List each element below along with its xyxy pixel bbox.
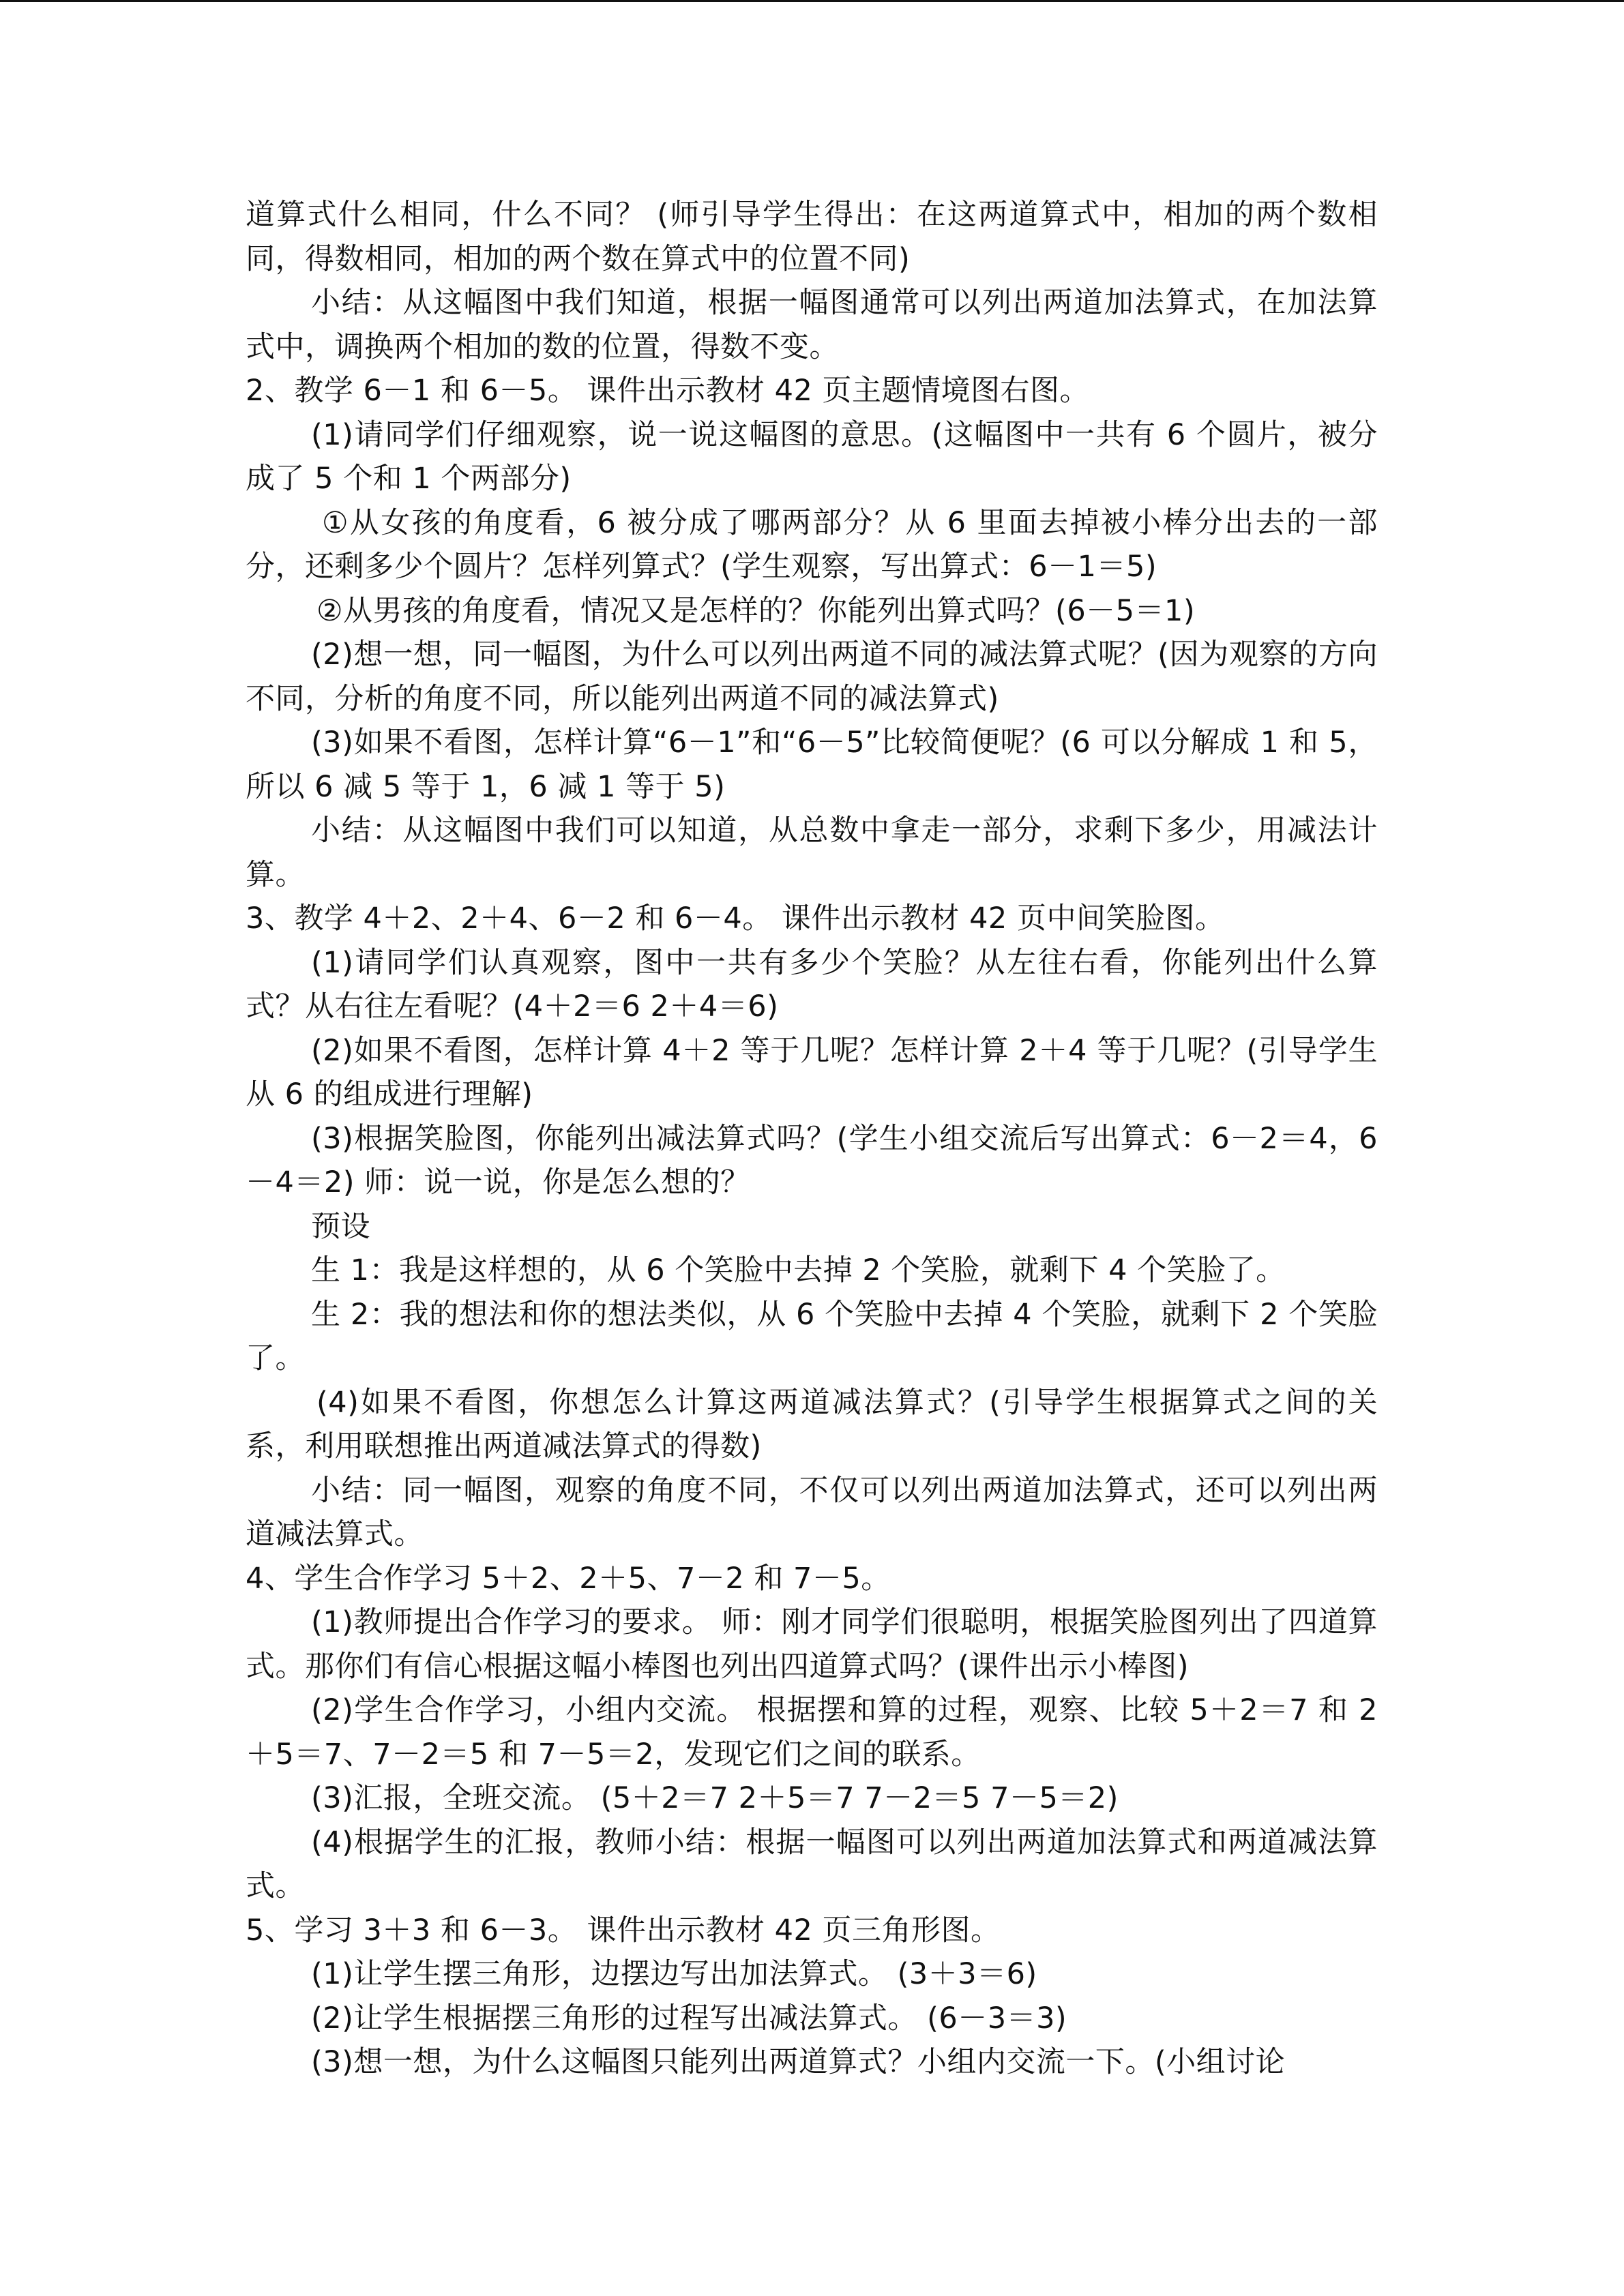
paragraph: ①从女孩的角度看，6 被分成了哪两部分？从 6 里面去掉被小棒分出去的一部分，还剩多少个圆片？怎样列算式？(学生观察，写出算式：6－1＝5)	[246, 505, 1378, 584]
paragraph: (1)让学生摆三角形，边摆边写出加法算式。 (3＋3＝6)	[311, 1957, 1037, 1991]
section-heading: 5、学习 3＋3 和 6－3。 课件出示教材 42 页三角形图。	[246, 1913, 1001, 1948]
section-heading: 4、学生合作学习 5＋2、2＋5、7－2 和 7－5。	[246, 1561, 891, 1596]
paragraph: (1)教师提出合作学习的要求。 师：刚才同学们很聪明，根据笑脸图列出了四道算式。那你们有信心根据这幅小棒图也列出四道算式吗？(课件出示小棒图)	[246, 1605, 1378, 1684]
paragraph: (4)根据学生的汇报，教师小结：根据一幅图可以列出两道加法算式和两道减法算式。	[246, 1825, 1378, 1903]
paragraph: (3)想一想，为什么这幅图只能列出两道算式？小组内交流一下。(小组讨论	[311, 2045, 1286, 2079]
paragraph: 小结：同一幅图，观察的角度不同，不仅可以列出两道加法算式，还可以列出两道减法算式。	[246, 1473, 1378, 1551]
page-body	[246, 193, 1378, 2085]
paragraph: (2)如果不看图，怎样计算 4＋2 等于几呢？怎样计算 2＋4 等于几呢？(引导学生从 6 的组成进行理解)	[246, 1033, 1378, 1112]
section-heading: 3、教学 4＋2、2＋4、6－2 和 6－4。 课件出示教材 42 页中间笑脸图。	[246, 901, 1225, 936]
paragraph: ②从男孩的角度看，情况又是怎样的？你能列出算式吗？(6－5＝1)	[316, 593, 1196, 628]
paragraph: (1)请同学们仔细观察，说一说这幅图的意思。(这幅图中一共有 6 个圆片，被分成了 5 个和 1 个两部分)	[246, 417, 1378, 496]
paragraph: 小结：从这幅图中我们知道，根据一幅图通常可以列出两道加法算式，在加法算式中，调换两个相加的数的位置，得数不变。	[246, 286, 1378, 364]
paragraph: 生 2：我的想法和你的想法类似，从 6 个笑脸中去掉 4 个笑脸，就剩下 2 个笑脸了。	[246, 1297, 1378, 1375]
paragraph: (2)让学生根据摆三角形的过程写出减法算式。 (6－3＝3)	[311, 2001, 1067, 2036]
section-heading: 2、教学 6－1 和 6－5。 课件出示教材 42 页主题情境图右图。	[246, 374, 1090, 408]
paragraph: (3)如果不看图，怎样计算“6－1”和“6－5”比较简便呢？(6 可以分解成 1 和 5，所以 6 减 5 等于 1，6 减 1 等于 5)	[246, 726, 1378, 804]
paragraph: 小结：从这幅图中我们可以知道，从总数中拿走一部分，求剩下多少，用减法计算。	[246, 814, 1378, 892]
paragraph: (4)如果不看图，你想怎么计算这两道减法算式？(引导学生根据算式之间的关系，利用联想推出两道减法算式的得数)	[246, 1385, 1378, 1463]
paragraph: (2)学生合作学习，小组内交流。 根据摆和算的过程，观察、比较 5＋2＝7 和 2＋5＝7、7－2＝5 和 7－5＝2，发现它们之间的联系。	[246, 1693, 1378, 1772]
paragraph: (1)请同学们认真观察，图中一共有多少个笑脸？从左往右看，你能列出什么算式？从右往左看呢？(4＋2＝6 2＋4＝6)	[246, 945, 1378, 1024]
paragraph: 生 1：我是这样想的，从 6 个笑脸中去掉 2 个笑脸，就剩下 4 个笑脸了。	[311, 1253, 1286, 1287]
paragraph: 预设	[311, 1209, 370, 1244]
paragraph: (3)根据笑脸图，你能列出减法算式吗？(学生小组交流后写出算式：6－2＝4，6－4＝2) 师：说一说，你是怎么想的？	[246, 1121, 1378, 1199]
paragraph: (2)想一想，同一幅图，为什么可以列出两道不同的减法算式呢？(因为观察的方向不同，分析的角度不同，所以能列出两道不同的减法算式)	[246, 638, 1378, 716]
paragraph: 道算式什么相同，什么不同？ (师引导学生得出：在这两道算式中，相加的两个数相同，得数相同，相加的两个数在算式中的位置不同)	[246, 198, 1378, 276]
paragraph: (3)汇报，全班交流。 (5＋2＝7 2＋5＝7 7－2＝5 7－5＝2)	[311, 1781, 1119, 1815]
